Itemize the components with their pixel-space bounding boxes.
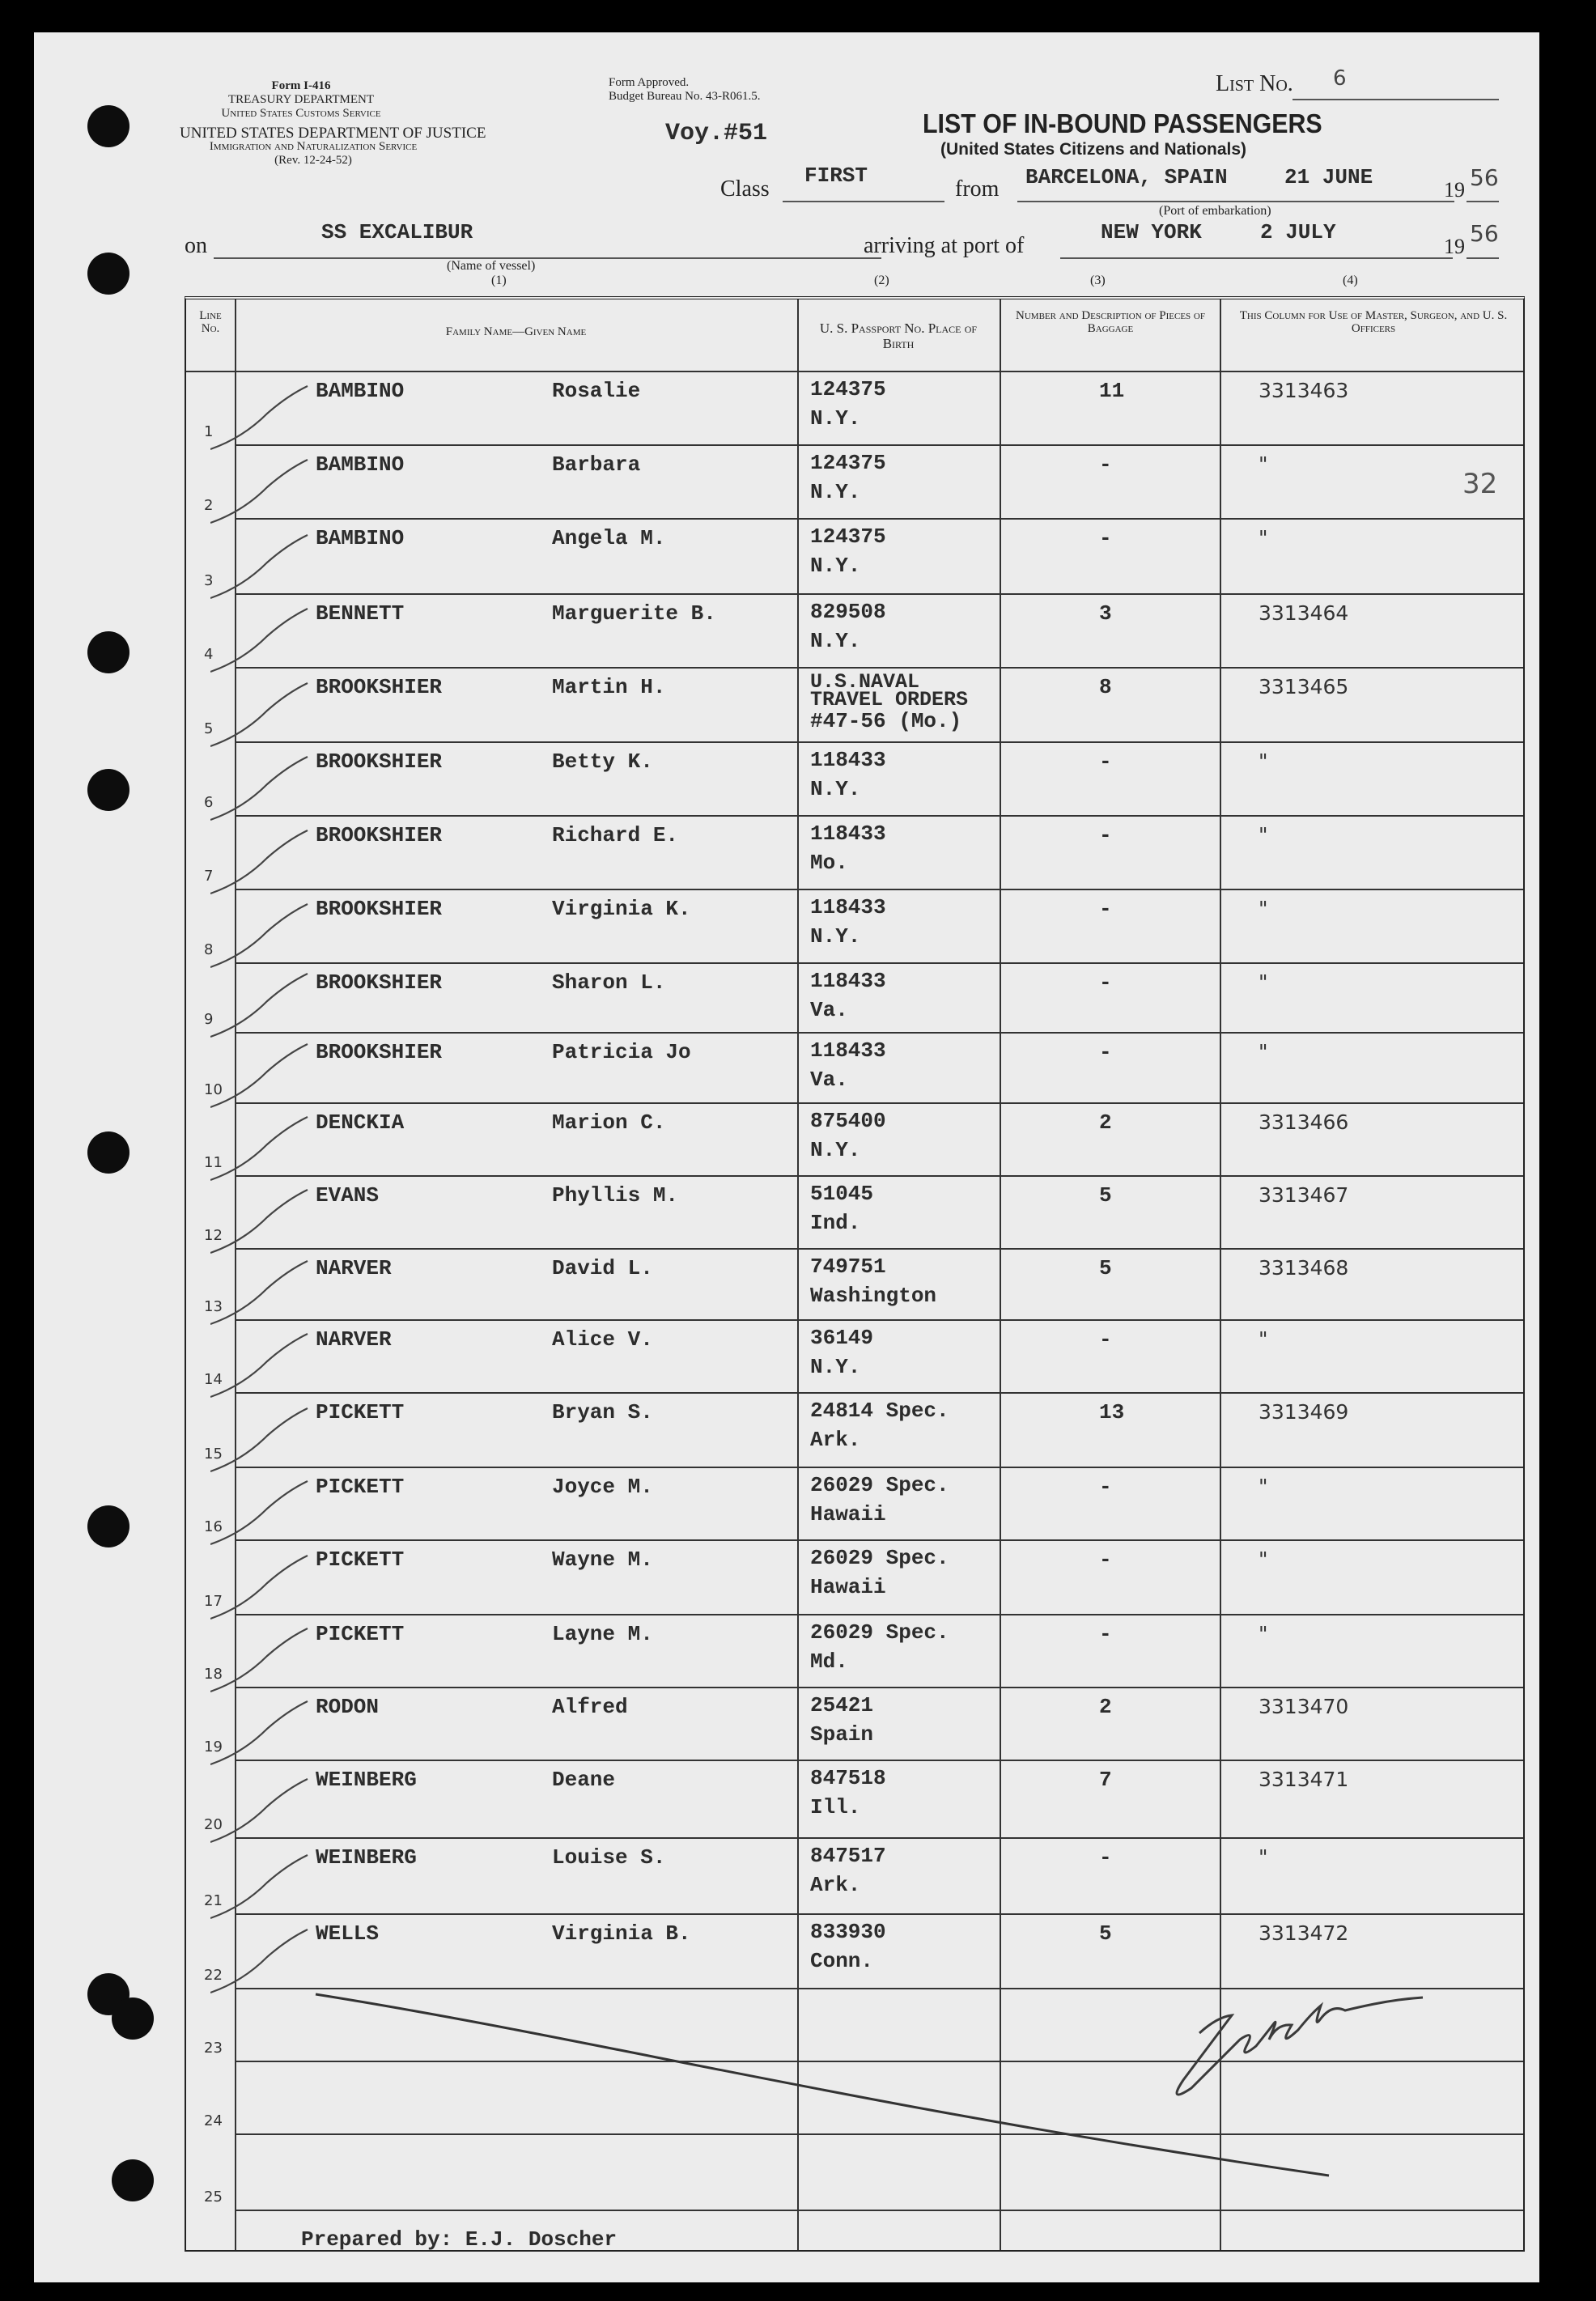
line-number: 13 bbox=[204, 1298, 223, 1315]
officer-code: " bbox=[1259, 970, 1268, 994]
passport-number: 118433 bbox=[810, 821, 886, 846]
vessel-label: (Name of vessel) bbox=[447, 259, 536, 273]
place-of-birth: Va. bbox=[810, 998, 848, 1022]
officer-code: " bbox=[1259, 1845, 1268, 1869]
arrival-year-prefix: 19 bbox=[1444, 235, 1465, 258]
form-title: LIST OF IN-BOUND PASSENGERS bbox=[923, 108, 1322, 138]
passport-number: 118433 bbox=[810, 748, 886, 772]
given-name: Betty K. bbox=[552, 749, 653, 774]
baggage-count: - bbox=[1099, 823, 1112, 847]
passport-number: 36149 bbox=[810, 1326, 874, 1350]
void-line bbox=[316, 1994, 1329, 2176]
place-of-birth: N.Y. bbox=[810, 480, 861, 504]
family-name: BAMBINO bbox=[316, 379, 405, 403]
class-label: Class bbox=[720, 176, 770, 202]
baggage-count: 11 bbox=[1099, 379, 1125, 403]
passport-number: 24814 Spec. bbox=[810, 1399, 949, 1423]
line-number: 10 bbox=[204, 1081, 223, 1098]
line-number: 15 bbox=[204, 1446, 223, 1463]
passport-number: 26029 Spec. bbox=[810, 1546, 949, 1570]
place-of-birth: Conn. bbox=[810, 1949, 874, 1973]
officer-code: 3313470 bbox=[1259, 1695, 1349, 1718]
given-name: Bryan S. bbox=[552, 1400, 653, 1424]
officer-code: " bbox=[1259, 452, 1268, 476]
signature-overlay bbox=[34, 32, 1539, 2282]
justice-department: UNITED STATES DEPARTMENT OF JUSTICE bbox=[180, 125, 486, 142]
passport-number: U.S.NAVAL TRAVEL ORDERS bbox=[810, 670, 969, 711]
officer-code: 3313465 bbox=[1259, 675, 1349, 698]
place-of-birth: Ark. bbox=[810, 1873, 861, 1897]
place-of-birth: Hawaii bbox=[810, 1575, 886, 1599]
given-name: Sharon L. bbox=[552, 970, 666, 995]
place-of-birth: Mo. bbox=[810, 851, 848, 875]
passport-number: 118433 bbox=[810, 1038, 886, 1063]
given-name: Layne M. bbox=[552, 1622, 653, 1646]
baggage-count: 5 bbox=[1099, 1183, 1112, 1208]
given-name: Joyce M. bbox=[552, 1475, 653, 1499]
given-name: Virginia B. bbox=[552, 1921, 691, 1946]
passport-number: 51045 bbox=[810, 1182, 874, 1206]
baggage-count: 3 bbox=[1099, 601, 1112, 626]
officer-code: 3313468 bbox=[1259, 1256, 1349, 1280]
header-line-no: Line No. bbox=[199, 309, 222, 335]
passport-number: 875400 bbox=[810, 1109, 886, 1133]
family-name: PICKETT bbox=[316, 1622, 405, 1646]
place-of-birth: Ark. bbox=[810, 1428, 861, 1452]
arrival-date: 2 JULY bbox=[1260, 220, 1336, 244]
place-of-birth: Va. bbox=[810, 1068, 848, 1092]
passport-number: 26029 Spec. bbox=[810, 1620, 949, 1645]
line-number: 22 bbox=[204, 1967, 223, 1984]
place-of-birth: Hawaii bbox=[810, 1502, 886, 1526]
given-name: Wayne M. bbox=[552, 1547, 653, 1572]
place-of-birth: N.Y. bbox=[810, 1138, 861, 1162]
line-number: 6 bbox=[204, 794, 214, 811]
given-name: Alfred bbox=[552, 1695, 628, 1719]
line-number: 1 bbox=[204, 423, 214, 440]
baggage-count: - bbox=[1099, 452, 1112, 477]
line-number: 11 bbox=[204, 1154, 223, 1171]
passport-number: 749751 bbox=[810, 1255, 886, 1279]
officer-code: " bbox=[1259, 526, 1268, 550]
given-name: Marion C. bbox=[552, 1110, 666, 1135]
passport-number: 26029 Spec. bbox=[810, 1473, 949, 1497]
col4-number: (4) bbox=[1343, 274, 1358, 287]
family-name: BAMBINO bbox=[316, 452, 405, 477]
given-name: Martin H. bbox=[552, 675, 666, 699]
header-family-name: Family Name—Given Name bbox=[445, 325, 587, 338]
passport-number: 847518 bbox=[810, 1766, 886, 1790]
from-year: 56 bbox=[1470, 164, 1499, 191]
arriving-label: arriving at port of bbox=[864, 233, 1025, 258]
line-number: 21 bbox=[204, 1892, 223, 1909]
officer-code: " bbox=[1259, 749, 1268, 773]
line-number: 3 bbox=[204, 572, 214, 589]
passport-number: 124375 bbox=[810, 377, 886, 401]
officer-code: 3313471 bbox=[1259, 1768, 1349, 1791]
family-name: NARVER bbox=[316, 1256, 392, 1280]
family-name: NARVER bbox=[316, 1327, 392, 1352]
budget-bureau: Budget Bureau No. 43-R061.5. bbox=[609, 90, 761, 103]
baggage-count: - bbox=[1099, 1327, 1112, 1352]
form-approved: Form Approved. bbox=[609, 76, 690, 89]
header-officers: This Column for Use of Master, Surgeon, and U. S. Officers bbox=[1239, 309, 1508, 335]
vessel-name: SS EXCALIBUR bbox=[321, 220, 473, 244]
department: TREASURY DEPARTMENT bbox=[227, 93, 375, 106]
baggage-count: 5 bbox=[1099, 1256, 1112, 1280]
officer-code: " bbox=[1259, 823, 1268, 847]
officer-code: 3313464 bbox=[1259, 601, 1349, 625]
given-name: Angela M. bbox=[552, 526, 666, 550]
given-name: Deane bbox=[552, 1768, 616, 1792]
line-number: 20 bbox=[204, 1816, 223, 1833]
line-number: 24 bbox=[204, 2112, 223, 2129]
given-name: Marguerite B. bbox=[552, 601, 716, 626]
place-of-birth: N.Y. bbox=[810, 1355, 861, 1379]
passport-number: 124375 bbox=[810, 451, 886, 475]
prepared-by: Prepared by: E.J. Doscher bbox=[301, 2227, 618, 2252]
place-of-birth: Spain bbox=[810, 1722, 874, 1747]
given-name: Virginia K. bbox=[552, 897, 691, 921]
baggage-count: - bbox=[1099, 1475, 1112, 1499]
family-name: BAMBINO bbox=[316, 526, 405, 550]
passenger-list-page bbox=[34, 32, 1539, 2282]
line-number: 7 bbox=[204, 868, 214, 885]
form-number: Form I-416 bbox=[271, 79, 331, 92]
line-number: 5 bbox=[204, 720, 214, 737]
place-of-birth: Ind. bbox=[810, 1211, 861, 1235]
baggage-count: - bbox=[1099, 897, 1112, 921]
officer-code: 3313466 bbox=[1259, 1110, 1349, 1134]
from-label: from bbox=[955, 176, 1000, 202]
baggage-count: - bbox=[1099, 1845, 1112, 1870]
col3-number: (3) bbox=[1090, 274, 1106, 287]
officer-code: 3313469 bbox=[1259, 1400, 1349, 1424]
line-number: 14 bbox=[204, 1371, 223, 1388]
line-number: 19 bbox=[204, 1738, 223, 1755]
revision: (Rev. 12-24-52) bbox=[274, 154, 352, 167]
officer-code: " bbox=[1259, 1475, 1268, 1498]
place-of-birth: Ill. bbox=[810, 1795, 861, 1819]
officer-code: 3313467 bbox=[1259, 1183, 1349, 1207]
place-of-birth: Md. bbox=[810, 1649, 848, 1674]
list-label: List No. bbox=[1216, 71, 1293, 96]
baggage-count: - bbox=[1099, 1547, 1112, 1572]
family-name: PICKETT bbox=[316, 1475, 405, 1499]
family-name: BENNETT bbox=[316, 601, 405, 626]
list-number: 6 bbox=[1333, 66, 1347, 91]
officer-code: " bbox=[1259, 1622, 1268, 1645]
customs-service: United States Customs Service bbox=[221, 107, 381, 120]
place-of-birth: Washington bbox=[810, 1284, 937, 1308]
class-value: FIRST bbox=[804, 163, 868, 188]
col1-number: (1) bbox=[491, 274, 507, 287]
family-name: BROOKSHIER bbox=[316, 823, 443, 847]
baggage-count: - bbox=[1099, 1622, 1112, 1646]
baggage-count: 8 bbox=[1099, 675, 1112, 699]
family-name: EVANS bbox=[316, 1183, 380, 1208]
header-passport: U. S. Passport No. Place of Birth bbox=[819, 321, 978, 351]
from-date: 21 JUNE bbox=[1284, 165, 1373, 189]
family-name: WELLS bbox=[316, 1921, 380, 1946]
given-name: Barbara bbox=[552, 452, 641, 477]
place-of-birth: N.Y. bbox=[810, 406, 861, 431]
given-name: Rosalie bbox=[552, 379, 641, 403]
baggage-count: - bbox=[1099, 526, 1112, 550]
place-of-birth: N.Y. bbox=[810, 629, 861, 653]
given-name: Patricia Jo bbox=[552, 1040, 691, 1064]
line-number: 18 bbox=[204, 1666, 223, 1683]
place-of-birth: N.Y. bbox=[810, 777, 861, 801]
line-number: 16 bbox=[204, 1518, 223, 1535]
family-name: PICKETT bbox=[316, 1547, 405, 1572]
family-name: BROOKSHIER bbox=[316, 970, 443, 995]
baggage-count: 7 bbox=[1099, 1768, 1112, 1792]
from-port: BARCELONA, SPAIN bbox=[1025, 165, 1228, 189]
baggage-count: 13 bbox=[1099, 1400, 1125, 1424]
form-subtitle: (United States Citizens and Nationals) bbox=[940, 140, 1247, 159]
family-name: DENCKIA bbox=[316, 1110, 405, 1135]
col2-number: (2) bbox=[874, 274, 889, 287]
family-name: WEINBERG bbox=[316, 1845, 417, 1870]
year-prefix: 19 bbox=[1444, 178, 1465, 202]
baggage-count: 5 bbox=[1099, 1921, 1112, 1946]
passport-number: 25421 bbox=[810, 1693, 874, 1717]
on-label: on bbox=[185, 233, 207, 258]
place-of-birth: N.Y. bbox=[810, 554, 861, 578]
place-of-birth: #47-56 (Mo.) bbox=[810, 709, 962, 733]
ins: Immigration and Naturalization Service bbox=[209, 140, 418, 153]
passport-number: 118433 bbox=[810, 895, 886, 919]
line-number: 4 bbox=[204, 646, 214, 663]
family-name: BROOKSHIER bbox=[316, 749, 443, 774]
given-name: Louise S. bbox=[552, 1845, 666, 1870]
passport-number: 833930 bbox=[810, 1920, 886, 1944]
passport-number: 829508 bbox=[810, 600, 886, 624]
arrival-port: NEW YORK bbox=[1101, 220, 1202, 244]
voyage-number: Voy.#51 bbox=[665, 120, 768, 147]
passport-number: 124375 bbox=[810, 524, 886, 549]
baggage-count: 2 bbox=[1099, 1695, 1112, 1719]
given-name: Alice V. bbox=[552, 1327, 653, 1352]
line-number: 17 bbox=[204, 1593, 223, 1610]
line-number: 25 bbox=[204, 2188, 223, 2205]
family-name: BROOKSHIER bbox=[316, 675, 443, 699]
family-name: PICKETT bbox=[316, 1400, 405, 1424]
given-name: Richard E. bbox=[552, 823, 679, 847]
baggage-count: - bbox=[1099, 970, 1112, 995]
passport-number: 847517 bbox=[810, 1844, 886, 1868]
family-name: WEINBERG bbox=[316, 1768, 417, 1792]
baggage-count: - bbox=[1099, 1040, 1112, 1064]
baggage-count: 2 bbox=[1099, 1110, 1112, 1135]
header-baggage: Number and Description of Pieces of Baggage bbox=[1016, 309, 1205, 335]
family-name: BROOKSHIER bbox=[316, 1040, 443, 1064]
family-name: RODON bbox=[316, 1695, 380, 1719]
officer-code: " bbox=[1259, 1040, 1268, 1063]
passport-number: 118433 bbox=[810, 969, 886, 993]
baggage-count: - bbox=[1099, 749, 1112, 774]
officer-code: 3313472 bbox=[1259, 1921, 1349, 1945]
officer-code: 3313463 bbox=[1259, 379, 1349, 402]
margin-note: 32 bbox=[1462, 468, 1498, 500]
place-of-birth: N.Y. bbox=[810, 924, 861, 949]
line-number: 8 bbox=[204, 941, 214, 958]
officer-code: " bbox=[1259, 1327, 1268, 1351]
line-number: 9 bbox=[204, 1011, 214, 1028]
given-name: Phyllis M. bbox=[552, 1183, 679, 1208]
port-embarkation-label: (Port of embarkation) bbox=[1159, 204, 1271, 218]
given-name: David L. bbox=[552, 1256, 653, 1280]
family-name: BROOKSHIER bbox=[316, 897, 443, 921]
line-number: 12 bbox=[204, 1227, 223, 1244]
arrival-year: 56 bbox=[1470, 220, 1499, 247]
officer-code: " bbox=[1259, 1547, 1268, 1571]
officer-code: " bbox=[1259, 897, 1268, 920]
line-number: 23 bbox=[204, 2040, 223, 2057]
line-number: 2 bbox=[204, 497, 214, 514]
signature-scribble bbox=[1177, 1997, 1423, 2095]
